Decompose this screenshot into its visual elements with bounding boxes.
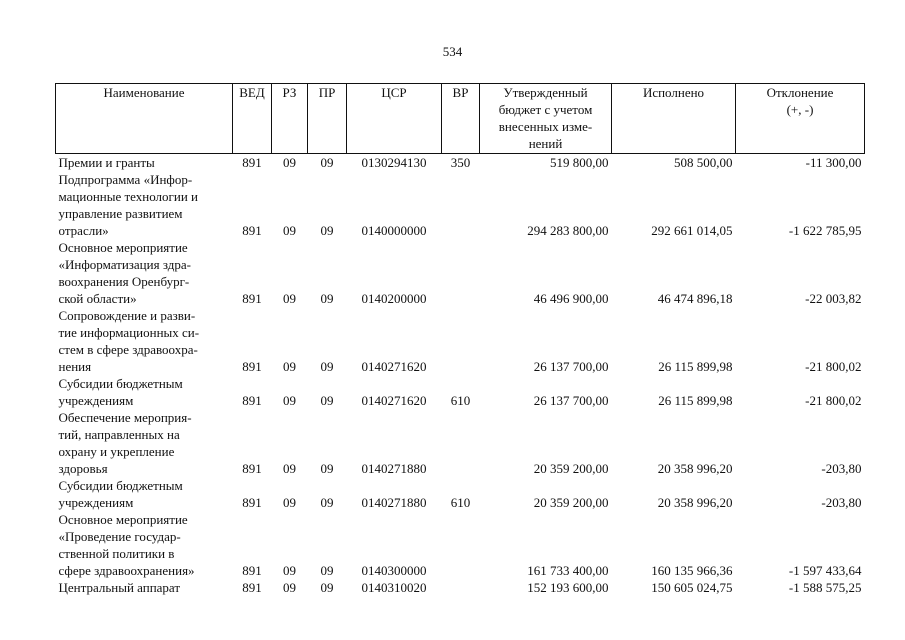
row-deviation: -203,80: [821, 495, 862, 510]
row-vr: [442, 511, 480, 579]
row-name-line: учреждениям: [58, 495, 134, 510]
row-vr: [442, 409, 480, 477]
row-vr: [442, 579, 480, 596]
row-ved: 891: [242, 580, 262, 595]
row-csr: 0140310020: [361, 580, 427, 595]
row-pr: 09: [320, 393, 334, 408]
row-name: [56, 409, 233, 477]
row-name-line: ской области»: [58, 291, 137, 306]
header-approved-line: внесенных изме-: [498, 119, 593, 134]
row-rz: 09: [283, 223, 296, 238]
row-name-line: охрану и укрепление: [58, 444, 175, 459]
row-deviation: -1 597 433,64: [788, 563, 862, 578]
row-name-line: «Информатизация здра-: [58, 257, 191, 272]
row-csr: 0140271880: [361, 495, 427, 510]
row-name-line: ственной политики в: [58, 546, 175, 561]
row-name-line: здоровья: [58, 461, 108, 476]
row-name-line: Субсидии бюджетным: [58, 376, 183, 391]
header-approved: [480, 84, 612, 154]
row-rz: 09: [283, 359, 296, 374]
row-vr: 610: [450, 393, 471, 408]
row-name-line: мационные технологии и: [58, 189, 198, 204]
budget-table: [55, 83, 865, 596]
row-approved: 26 137 700,00: [533, 359, 609, 374]
header-rz: РЗ: [272, 84, 308, 154]
row-deviation: -21 800,02: [805, 393, 862, 408]
row-deviation: -203,80: [821, 461, 862, 476]
table-row: [56, 409, 865, 477]
table-row: [56, 579, 865, 596]
row-pr: 09: [320, 155, 334, 170]
header-pr: ПР: [308, 84, 347, 154]
row-name-line: Подпрограмма «Инфор-: [58, 172, 193, 187]
row-deviation: -1 622 785,95: [788, 223, 862, 238]
row-ved: 891: [242, 461, 262, 476]
row-approved: 20 359 200,00: [533, 495, 609, 510]
row-name: [56, 477, 233, 511]
row-name-line: нения: [58, 359, 92, 374]
row-pr: 09: [320, 563, 334, 578]
row-name-line: Основное мероприятие: [58, 512, 188, 527]
row-name-line: «Проведение государ-: [58, 529, 181, 544]
row-rz: 09: [283, 393, 296, 408]
row-csr: 0140271620: [361, 359, 427, 374]
row-name-line: сфере здравоохранения»: [58, 563, 195, 578]
row-deviation: -22 003,82: [805, 291, 862, 306]
row-name: [56, 307, 233, 375]
header-row: [56, 84, 865, 154]
header-approved-line: Утвержденный: [503, 85, 588, 100]
row-executed: 508 500,00: [674, 155, 733, 170]
row-name-line: стем в сфере здравоохра-: [58, 342, 198, 357]
table-row: [56, 375, 865, 409]
header-deviation-line: (+, -): [786, 102, 814, 117]
row-vr: [442, 239, 480, 307]
row-pr: 09: [320, 223, 334, 238]
row-csr: 0140271880: [361, 461, 427, 476]
table-row: [56, 477, 865, 511]
row-csr: 0130294130: [361, 155, 427, 170]
row-name-line: отрасли»: [58, 223, 109, 238]
row-name-line: Центральный аппарат: [58, 580, 181, 595]
row-ved: 891: [242, 495, 262, 510]
row-ved: 891: [242, 223, 262, 238]
row-csr: 0140200000: [361, 291, 427, 306]
header-name: Наименование: [56, 84, 233, 154]
row-ved: 891: [242, 563, 262, 578]
row-pr: 09: [320, 461, 334, 476]
row-pr: 09: [320, 291, 334, 306]
row-rz: 09: [283, 495, 296, 510]
header-csr: ЦСР: [347, 84, 442, 154]
table-row: [56, 239, 865, 307]
header-approved-line: бюджет с учетом: [498, 102, 593, 117]
row-name-line: Субсидии бюджетным: [58, 478, 183, 493]
row-csr: 0140000000: [361, 223, 427, 238]
row-pr: 09: [320, 495, 334, 510]
header-executed: Исполнено: [612, 84, 736, 154]
row-name-line: учреждениям: [58, 393, 134, 408]
row-ved: 891: [242, 291, 262, 306]
header-deviation-line: Отклонение: [766, 85, 834, 100]
row-csr: 0140300000: [361, 563, 427, 578]
row-deviation: -1 588 575,25: [788, 580, 862, 595]
row-vr: 610: [450, 495, 471, 510]
row-pr: 09: [320, 580, 334, 595]
header-ved: ВЕД: [233, 84, 272, 154]
row-approved: 519 800,00: [550, 155, 609, 170]
row-name: [56, 579, 233, 596]
row-ved: 891: [242, 359, 262, 374]
table-header: [56, 84, 865, 154]
row-name: [56, 239, 233, 307]
row-deviation: -11 300,00: [805, 155, 862, 170]
row-vr: [442, 307, 480, 375]
row-name-line: Премии и гранты: [58, 155, 155, 170]
row-executed: 160 135 966,36: [651, 563, 733, 578]
row-executed: 150 605 024,75: [651, 580, 733, 595]
row-name: [56, 511, 233, 579]
row-name-line: тий, направленных на: [58, 427, 180, 442]
row-executed: 26 115 899,98: [658, 393, 733, 408]
row-rz: 09: [283, 580, 296, 595]
row-approved: 294 283 800,00: [527, 223, 609, 238]
row-rz: 09: [283, 155, 296, 170]
row-name-line: тие информационных си-: [58, 325, 200, 340]
table-row: [56, 171, 865, 239]
row-rz: 09: [283, 461, 296, 476]
row-approved: 161 733 400,00: [527, 563, 609, 578]
row-approved: 26 137 700,00: [533, 393, 609, 408]
row-approved: 152 193 600,00: [527, 580, 609, 595]
row-executed: 26 115 899,98: [658, 359, 733, 374]
row-ved: 891: [242, 155, 262, 170]
header-deviation: [736, 84, 865, 154]
row-name: [56, 375, 233, 409]
row-pr: 09: [320, 359, 334, 374]
row-executed: 292 661 014,05: [651, 223, 733, 238]
table-row: [56, 307, 865, 375]
row-name-line: воохранения Оренбург-: [58, 274, 190, 289]
header-approved-line: нений: [528, 136, 563, 151]
row-name: [56, 171, 233, 239]
table-row: [56, 154, 865, 172]
row-name: [56, 154, 233, 172]
row-rz: 09: [283, 563, 296, 578]
row-ved: 891: [242, 393, 262, 408]
row-approved: 46 496 900,00: [533, 291, 609, 306]
row-executed: 20 358 996,20: [657, 495, 733, 510]
row-csr: 0140271620: [361, 393, 427, 408]
row-vr: 350: [450, 155, 471, 170]
row-executed: 46 474 896,18: [657, 291, 733, 306]
row-executed: 20 358 996,20: [657, 461, 733, 476]
row-deviation: -21 800,02: [805, 359, 862, 374]
row-approved: 20 359 200,00: [533, 461, 609, 476]
row-name-line: Обеспечение мероприя-: [58, 410, 192, 425]
table-body: [56, 154, 865, 597]
table-row: [56, 511, 865, 579]
row-name-line: Основное мероприятие: [58, 240, 188, 255]
row-rz: 09: [283, 291, 296, 306]
page-number: 534: [442, 44, 463, 59]
row-vr: [442, 171, 480, 239]
row-name-line: управление развитием: [58, 206, 183, 221]
row-name-line: Сопровождение и разви-: [58, 308, 196, 323]
header-vr: ВР: [442, 84, 480, 154]
